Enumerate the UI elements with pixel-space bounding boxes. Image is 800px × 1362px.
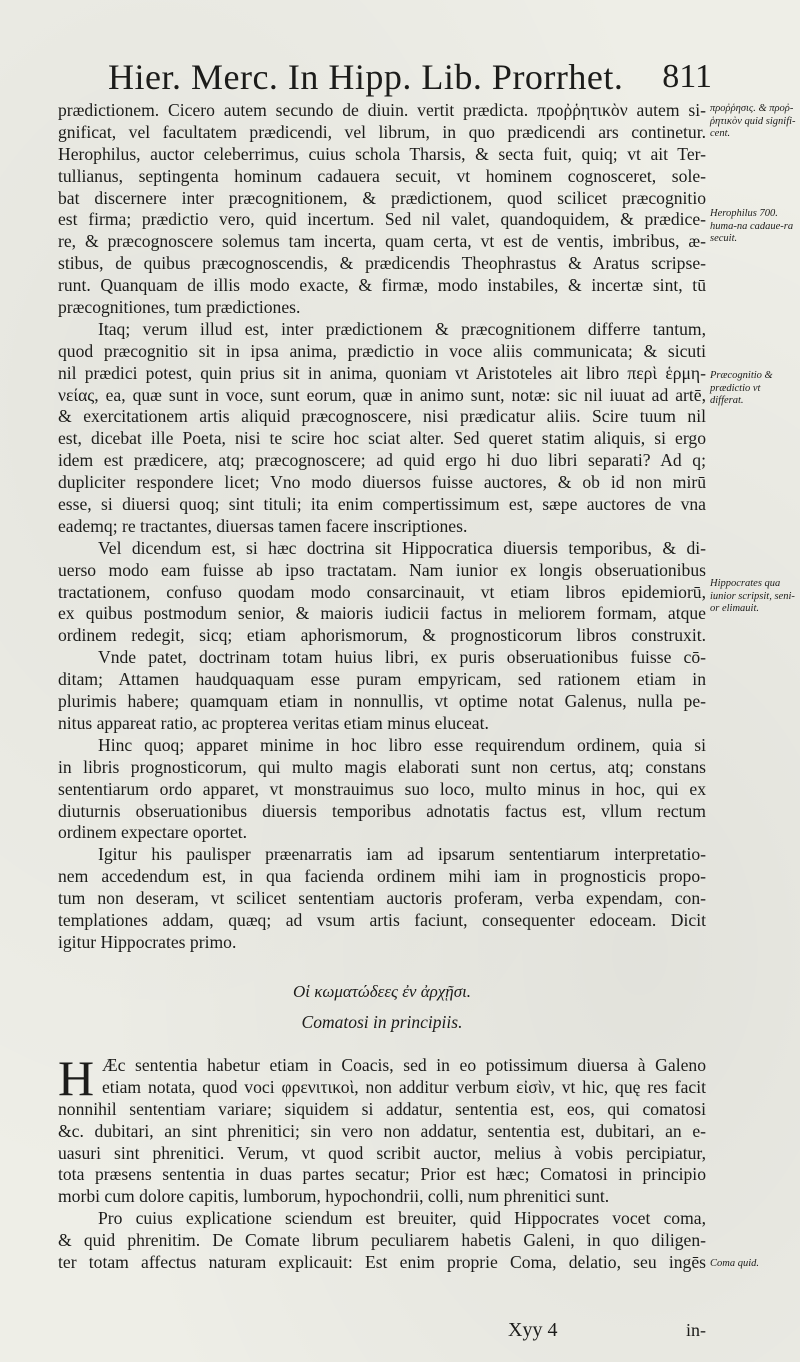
- paragraph-3: [58, 538, 706, 647]
- text-line: idem est prædicere, atq; præcognoscere; ad quid ergo hi duo libri separati? Ad q;: [58, 450, 706, 471]
- latin-heading: Comatosi in principiis.: [301, 1012, 463, 1032]
- text-line: tractationem, confuso quodam modo consarcinauit, vt etiam libros epidemiorū,: [58, 581, 706, 602]
- text-line: ter totam affectus naturam explicauit: Est enim proprie Coma, delatio, seu ingēs: [58, 1252, 706, 1273]
- text-line: nitus appareat ratio, ac propterea veritas etiam minus eluceat.: [58, 712, 489, 733]
- text-line: & quid phrenitim. De Comate librum peculiarem habetis Galeni, in quo diligen-: [58, 1230, 706, 1251]
- paragraph-2: [58, 319, 706, 538]
- text-line: sententiarum ordo apparet, vt monstrauimus suo loco, multo minus in hoc, qui ex: [58, 778, 706, 799]
- marginal-note: Præcognitio & prædictio vt differat.: [710, 370, 773, 406]
- text-line: stibus, de quibus præcognoscendis, & prædicendis Theophrastus & Aratus scripse-: [58, 253, 706, 274]
- paragraph-5: [58, 735, 706, 844]
- text-line: ex quibus postmodum senior, & maioris iudicii factus in meliorem formam, atque: [58, 603, 706, 624]
- section-paragraph-1: [58, 1050, 706, 1208]
- text-line: &c. dubitari, an sint phrenitici; sin vero non addatur, sententia est, dubitari, an e-: [58, 1120, 706, 1141]
- text-line: diuturnis obseruationibus diuersis temporibus adnotatis factus est, vllum rectum: [58, 800, 706, 821]
- text-line: nonnihil sententiam variare; siquidem si addatur, sententia est, eos, qui comatosi: [58, 1098, 706, 1119]
- marginal-note: Hippocrates qua iunior scripsit, seni-or elimauit.: [710, 578, 795, 614]
- text-line: quod præcognitio sit in ipsa anima, prædictio in voce aliis communicata; & sicuti: [58, 340, 706, 361]
- text-line: nem accedendum est, in qua facienda ordinem mihi iam in prognosticis propo-: [58, 866, 706, 887]
- greek-heading: Οἱ κωματώδεες ἐν ἀρχῇσι.: [292, 982, 472, 1001]
- text-line: Hinc quoq; apparet minime in hoc libro esse requirendum ordinem, quia si: [98, 734, 706, 755]
- text-line: gnificat, vel facultatem prædicendi, vel librum, in quo prædicendi ars continetur.: [58, 121, 706, 142]
- marginal-note: Coma quid.: [710, 1258, 760, 1269]
- paragraph-4: [58, 647, 706, 735]
- text-line: νείας, ea, quæ sunt in voce, sunt eorum, quæ in animo sunt, notæ: sic nil iuuat ad artē,: [58, 384, 706, 405]
- main-text: [58, 100, 706, 954]
- text-line: Pro cuius explicatione sciendum est breuiter, quid Hippocrates vocet coma,: [98, 1208, 706, 1229]
- text-line: dupliciter respondere licet; Vno modo diuersos fuisse auctores, & ob id non mirū: [58, 472, 706, 493]
- text-line: tullianus, septingenta hominum cadauera secuit, vt hominem cognosceret, sole-: [58, 165, 706, 186]
- text-line: est firma; prædictio vero, quid incertum. Sed nil valet, quandoquidem, & prædice-: [58, 209, 706, 230]
- text-line: Itaq; verum illud est, inter prædictionem & præcognitionem differre tantum,: [98, 318, 706, 339]
- text-line: est, dicebat ille Poeta, nisi te scire hoc sciat alter. Sed queret statim aliquis, si ergo: [58, 428, 706, 449]
- text-line: bat discernere inter præcognitionem, & prædictionem, quod scilicet præcognitio: [58, 187, 706, 208]
- text-line: Herophilus, auctor celeberrimus, cuius schola Tharsis, & secta fuit, quiq; vt ait Ter-: [58, 143, 706, 164]
- text-line: in libris prognosticorum, qui multo magis elaborati sunt non certus, atq; constans: [58, 756, 706, 777]
- section-text: [58, 1050, 706, 1274]
- text-line: Vnde patet, doctrinam totam huius libri, ex puris obseruationibus fuisse cō-: [98, 647, 706, 668]
- text-line: re, & præcognoscere solemus tam incerta, quam certa, vt est de ventis, imbribus, æ-: [58, 231, 706, 252]
- text-line: tota præsens sententia in duas partes secatur; Prior est hæc; Comatosi in principio: [58, 1164, 706, 1185]
- text-line: nil prædici potest, quin prius sit in anima, quoniam vt Aristoteles ait libro περὶ ἑρμη-: [58, 362, 706, 383]
- text-line: uasuri sint phrenitici. Verum, vt quod scribit auctor, melius à vobis percipiatur,: [58, 1142, 706, 1163]
- text-line: runt. Quanquam de illis modo exacte, & firmæ, modo instabiles, & incertæ sint, tū: [58, 275, 706, 296]
- page-footer: [58, 1316, 706, 1344]
- paragraph-6: [58, 844, 706, 953]
- text-line: Vel dicendum est, si hæc doctrina sit Hippocratica diuersis temporibus, & di-: [98, 537, 706, 558]
- marginal-note: προῤῥησις. & προῤ-ῥητικὸν quid signifi-cent.: [710, 103, 796, 139]
- text-line: præcognitiones, tum prædictiones.: [58, 297, 301, 318]
- text-line: ordinem redegit, sicq; etiam aphorismorum, & prognosticorum libros construxit.: [58, 625, 706, 646]
- drop-cap: H: [58, 1050, 95, 1106]
- text-line: morbi cum dolore capitis, lumborum, hypochondrii, colli, num phrenitici sunt.: [58, 1186, 610, 1207]
- text-line: etiam notata, quod voci φρενιτικοὶ, non additur verbum εἰσὶν, vt hic, quę res facit: [102, 1076, 706, 1097]
- text-line: ditam; Attamen haudquaquam esse puram empyricam, sed rationem etiam in: [58, 669, 706, 690]
- paragraph-1: [58, 100, 706, 319]
- section-paragraph-2: [58, 1208, 706, 1274]
- text-line: uerso modo eam fuisse ab ipso tractatam. Nam iunior ex longis obseruationibus: [58, 559, 706, 580]
- page-number: 811: [662, 58, 712, 95]
- text-line: plurimis habere; quamquam etiam in nonnullis, vt optime notat Galenus, nulla pe-: [58, 691, 706, 712]
- running-title: Hier. Merc. In Hipp. Lib. Prorrhet.: [108, 57, 624, 97]
- text-line: prædictionem. Cicero autem secundo de diuin. vertit prædicta. προῤῥητικὸν autem si-: [58, 100, 706, 120]
- text-line: igitur Hippocrates primo.: [58, 931, 237, 952]
- text-line: templationes addam, quæq; ad vsum artis faciunt, consequenter edoceam. Dicit: [58, 909, 706, 930]
- text-line: ordinem expectare oportet.: [58, 822, 248, 843]
- text-line: Æc sententia habetur etiam in Coacis, sed in eo potissimum diuersa à Galeno: [102, 1055, 706, 1075]
- marginal-note: Herophilus 700. huma-na cadaue-ra secuit.: [710, 208, 794, 244]
- text-line: tum non deseram, vt scilicet sententiam auctoris proferam, verba expendam, con-: [58, 888, 706, 909]
- text-line: esse, si diuersi quoq; sint tituli; ita enim compertissimum est, sæpe auctores de vna: [58, 494, 706, 515]
- text-line: eademq; re tractantes, diuersas tamen facere inscriptiones.: [58, 515, 468, 536]
- catchword: in-: [686, 1320, 706, 1340]
- text-line: & exercitationem artis aliquid præcognoscere, nisi prædicatur aliis. Scire tuum nil: [58, 406, 706, 427]
- page-header: [108, 52, 712, 102]
- signature-mark: Xyy 4: [508, 1319, 558, 1341]
- text-line: Igitur his paulisper præenarratis iam ad ipsarum sententiarum interpretatio-: [98, 844, 706, 865]
